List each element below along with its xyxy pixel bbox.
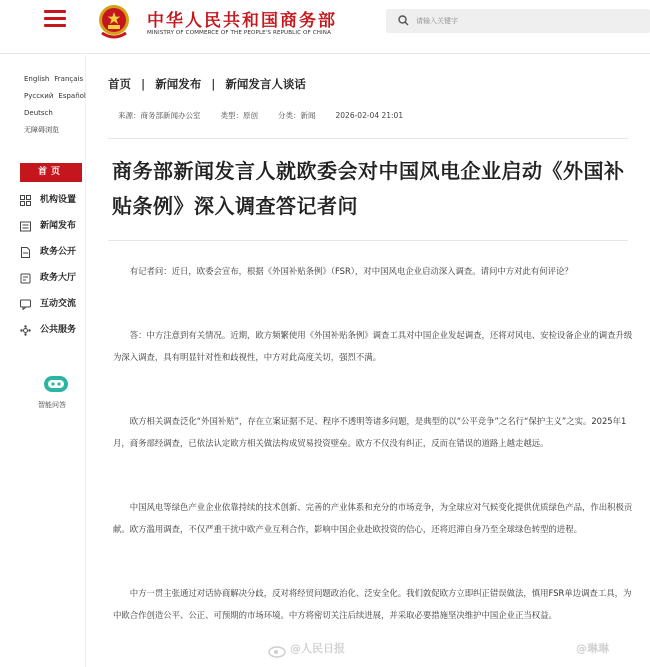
- meta-date: 2026-02-04 21:01: [335, 111, 404, 120]
- site-title[interactable]: 中华人民共和国商务部: [147, 11, 337, 31]
- menu-icon[interactable]: [44, 10, 66, 28]
- sidebar-item-interaction[interactable]: [20, 295, 86, 313]
- breadcrumb: [108, 76, 306, 92]
- site-subtitle: MINISTRY OF COMMERCE OF THE PEOPLE'S REPUBLIC OF CHINA: [147, 30, 332, 36]
- sidebar-item-label: 政务大厅: [40, 273, 77, 283]
- weibo-watermark-icon: [268, 642, 288, 658]
- article-paragraph: 欧方相关调查泛化“外国补贴”，存在立案证据不足、程序不透明等诸多问题，是典型的以“公平竞争”之名行“保护主义”之实。2025年1月，商务部经调查，已依法认定欧方相关做法构成贸易投资壁垒。欧方不仅没有纠正，反而在错误的道路上越走越远。: [113, 416, 627, 448]
- sidebar: [0, 55, 86, 667]
- sidebar-item-label: 新闻发布: [40, 221, 77, 231]
- watermark-user: @琳琳: [576, 642, 609, 655]
- assistant-label[interactable]: 智能问答: [38, 401, 66, 409]
- sidebar-item-label: 机构设置: [40, 195, 77, 205]
- sidebar-item-label: 公共服务: [40, 325, 77, 335]
- sidebar-item-label: 互动交流: [40, 299, 77, 309]
- sidebar-item-services[interactable]: [20, 321, 86, 339]
- assistant-robot-icon[interactable]: [42, 373, 70, 395]
- service-icon: [20, 325, 31, 336]
- lang-russian[interactable]: Русский: [24, 92, 54, 100]
- breadcrumb-spokesperson[interactable]: 新闻发言人谈话: [225, 77, 306, 91]
- watermark-people-daily: @人民日报: [290, 642, 345, 655]
- sidebar-item-label: 政务公开: [40, 247, 77, 257]
- divider: [108, 138, 628, 139]
- article-paragraph: 中方一贯主张通过对话协商解决分歧，反对将经贸问题政治化、泛安全化。我们敦促欧方立即纠正错误做法，慎用FSR单边调查工具，为中欧合作创造公平、公正、可预期的市场环境。中方将密切关注后续进展，并采取必要措施坚决维护中国企业正当权益。: [113, 588, 632, 620]
- site-header: [0, 0, 650, 54]
- meta-type: 类型：原创: [220, 111, 258, 120]
- search-icon[interactable]: [398, 15, 409, 26]
- article-paragraph: 中国风电等绿色产业企业依靠持续的技术创新、完善的产业体系和充分的市场竞争，为全球应对气候变化提供优质绿色产品，作出积极贡献。欧方滥用调查，不仅严重干扰中欧产业互利合作，影响中国企业赴欧投资的信心，还将迟滞自身乃至全球绿色转型的进程。: [113, 502, 633, 534]
- article-title: 商务部新闻发言人就欧委会对中国风电企业启动《外国补贴条例》深入调查答记者问: [112, 159, 625, 218]
- lang-german[interactable]: Deutsch: [24, 109, 53, 117]
- meta-category: 分类：新闻: [278, 111, 316, 120]
- document-icon: [20, 247, 31, 258]
- news-icon: [20, 221, 31, 232]
- chat-icon: [20, 299, 31, 310]
- sidebar-item-hall[interactable]: [20, 269, 86, 287]
- sidebar-item-organization[interactable]: [20, 191, 86, 209]
- lang-french[interactable]: Français: [54, 75, 84, 83]
- divider: [108, 240, 628, 241]
- breadcrumb-separator: |: [211, 77, 216, 91]
- national-emblem-icon[interactable]: [96, 3, 132, 41]
- meta-source: 来源：商务部新闻办公室: [118, 111, 201, 120]
- article-paragraph: 答：中方注意到有关情况。近期，欧方频繁使用《外国补贴条例》调查工具对中国企业发起调查，还将对风电、安检设备企业的调查升级为深入调查，具有明显针对性和歧视性，中方对此高度关切，强烈不满。: [113, 330, 633, 362]
- sidebar-item-news[interactable]: [20, 217, 86, 235]
- article-meta: [118, 110, 423, 121]
- hall-icon: [20, 273, 31, 284]
- sidebar-item-affairs[interactable]: [20, 243, 86, 261]
- search-input[interactable]: [416, 10, 636, 32]
- language-links: [24, 71, 86, 139]
- accessibility-link[interactable]: 无障碍浏览: [24, 126, 59, 134]
- org-icon: [20, 195, 31, 206]
- breadcrumb-news[interactable]: 新闻发布: [155, 77, 202, 91]
- breadcrumb-separator: |: [141, 77, 146, 91]
- breadcrumb-home[interactable]: 首页: [108, 77, 131, 91]
- article-paragraph: 有记者问：近日，欧委会宣布，根据《外国补贴条例》（FSR），对中国风电企业启动深入调查。请问中方对此有何评论？: [129, 266, 573, 276]
- lang-spanish[interactable]: Español: [58, 92, 86, 100]
- sidebar-home-button[interactable]: 首页: [20, 163, 82, 182]
- lang-english[interactable]: English: [24, 75, 50, 83]
